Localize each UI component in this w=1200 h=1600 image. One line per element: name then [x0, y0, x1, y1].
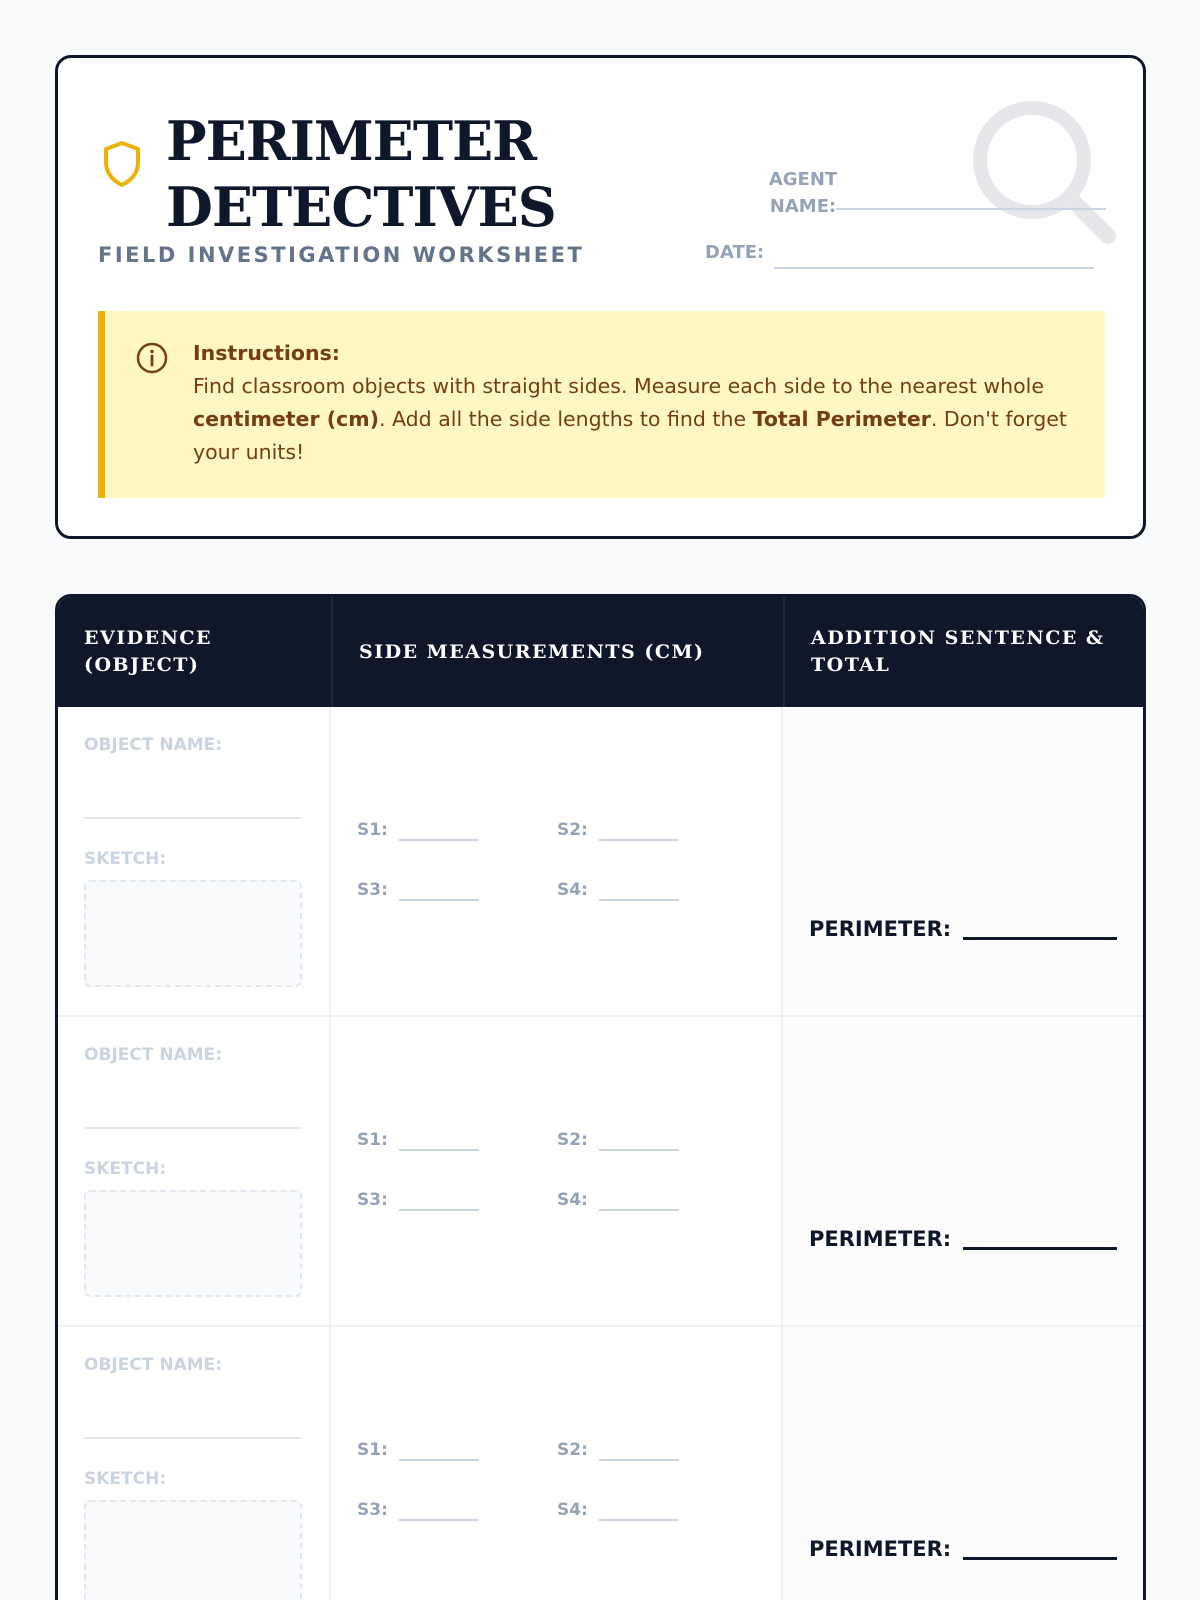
total-cell[interactable] [783, 1017, 1146, 1325]
side-2-label: S2: [557, 1440, 588, 1460]
side-4-label: S4: [557, 880, 588, 900]
column-header-evidence-line-1: EVIDENCE [84, 627, 213, 649]
title-row [102, 108, 586, 240]
info-icon [135, 341, 169, 375]
instructions-part-2: . Add all the side lengths to find the [378, 407, 753, 431]
perimeter-label: PERIMETER: [809, 917, 952, 941]
page-title [166, 108, 586, 240]
instructions-title: Instructions: [193, 341, 340, 365]
side-3-label: S3: [357, 880, 388, 900]
sketch-area[interactable] [84, 1190, 302, 1297]
perimeter-label: PERIMETER: [809, 1537, 952, 1561]
table-header [58, 597, 1143, 707]
agent-label-line-2: NAME: [769, 196, 837, 217]
sketch-area[interactable] [84, 1500, 302, 1600]
object-name-label: OBJECT NAME: [84, 1355, 223, 1375]
magnifier-icon [970, 98, 1120, 248]
perimeter-field[interactable] [963, 937, 1117, 940]
side-3-field[interactable] [399, 1209, 479, 1211]
measurements-cell [331, 1327, 783, 1600]
instructions-box [98, 311, 1105, 498]
side-3-group [357, 1189, 479, 1211]
shield-icon [102, 140, 142, 188]
title-line-2: DETECTIVES [166, 175, 556, 239]
perimeter-field[interactable] [963, 1557, 1117, 1560]
object-name-field[interactable] [84, 817, 302, 819]
side-4-group [557, 879, 679, 901]
side-4-label: S4: [557, 1190, 588, 1210]
instructions-part-1: Find classroom objects with straight sides. Measure each side to the nearest whole [193, 374, 1044, 398]
sketch-label: SKETCH: [84, 849, 167, 869]
side-4-field[interactable] [599, 1209, 679, 1211]
side-3-field[interactable] [399, 1519, 479, 1521]
side-1-field[interactable] [399, 1149, 479, 1151]
side-1-label: S1: [357, 1440, 388, 1460]
side-2-group [557, 819, 679, 841]
object-name-label: OBJECT NAME: [84, 735, 223, 755]
side-2-group [557, 1439, 679, 1461]
object-name-field[interactable] [84, 1437, 302, 1439]
date-field[interactable] [774, 267, 1094, 269]
evidence-cell [58, 707, 331, 1015]
instructions-bold-1: centimeter (cm) [193, 407, 379, 431]
side-2-group [557, 1129, 679, 1151]
column-header-total-line-2: TOTAL [811, 654, 891, 676]
object-name-field[interactable] [84, 1127, 302, 1129]
side-2-label: S2: [557, 1130, 588, 1150]
object-name-label: OBJECT NAME: [84, 1045, 223, 1065]
measurements-cell [331, 707, 783, 1015]
table-row [58, 1017, 1143, 1327]
measurements-cell [331, 1017, 783, 1325]
agent-label-line-1: AGENT [768, 169, 838, 190]
side-2-field[interactable] [599, 839, 679, 841]
side-3-group [357, 1499, 479, 1521]
agent-name-label [748, 166, 858, 220]
side-4-group [557, 1189, 679, 1211]
perimeter-field[interactable] [963, 1247, 1117, 1250]
column-header-evidence-line-2: (OBJECT) [84, 654, 200, 676]
column-header-measurements-text: SIDE MEASUREMENTS (CM) [359, 640, 705, 663]
side-4-group [557, 1499, 679, 1521]
column-header-total-line-1: ADDITION SENTENCE & [811, 627, 1105, 649]
side-1-group [357, 1439, 479, 1461]
instructions-part-3: . Don't forget your units! [193, 407, 1067, 464]
total-cell[interactable] [783, 1327, 1146, 1600]
instructions-bold-2: Total Perimeter [752, 407, 931, 431]
header-card [55, 55, 1146, 539]
page-subtitle: FIELD INVESTIGATION WORKSHEET [98, 243, 585, 267]
side-1-group [357, 1129, 479, 1151]
column-header-measurements [331, 597, 783, 707]
column-header-total [783, 597, 1146, 707]
table-row [58, 707, 1143, 1017]
side-1-field[interactable] [399, 839, 479, 841]
instructions-text [193, 337, 1073, 469]
evidence-cell [58, 1327, 331, 1600]
title-line-1: PERIMETER [166, 109, 537, 173]
side-4-label: S4: [557, 1500, 588, 1520]
side-3-field[interactable] [399, 899, 479, 901]
side-2-field[interactable] [599, 1149, 679, 1151]
table-row [58, 1327, 1143, 1600]
sketch-label: SKETCH: [84, 1469, 167, 1489]
evidence-table [55, 594, 1146, 1600]
side-1-label: S1: [357, 1130, 388, 1150]
date-label: DATE: [705, 242, 765, 263]
side-1-field[interactable] [399, 1459, 479, 1461]
side-4-field[interactable] [599, 1519, 679, 1521]
side-2-label: S2: [557, 820, 588, 840]
sketch-label: SKETCH: [84, 1159, 167, 1179]
total-cell[interactable] [783, 707, 1146, 1015]
side-1-label: S1: [357, 820, 388, 840]
side-3-group [357, 879, 479, 901]
side-3-label: S3: [357, 1190, 388, 1210]
side-3-label: S3: [357, 1500, 388, 1520]
side-1-group [357, 819, 479, 841]
perimeter-label: PERIMETER: [809, 1227, 952, 1251]
side-4-field[interactable] [599, 899, 679, 901]
evidence-cell [58, 1017, 331, 1325]
column-header-evidence [58, 597, 331, 707]
side-2-field[interactable] [599, 1459, 679, 1461]
sketch-area[interactable] [84, 880, 302, 987]
agent-name-field[interactable] [836, 208, 1106, 210]
